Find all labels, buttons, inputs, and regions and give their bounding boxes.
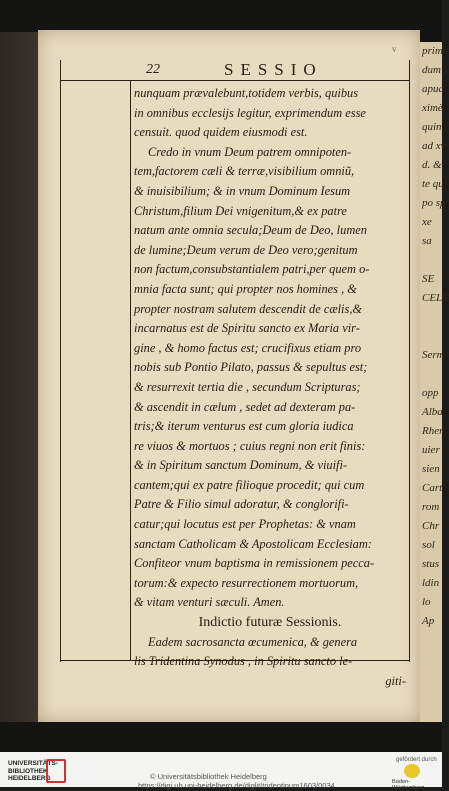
adjacent-page-fragment: Cart (422, 482, 443, 494)
adjacent-page-fragment (420, 365, 442, 384)
body-text (134, 84, 406, 691)
adjacent-page-fragment: stus (422, 558, 440, 570)
previous-page-edge (0, 32, 38, 722)
section-heading: Indictio futuræ Sessionis. (198, 615, 342, 631)
adjacent-page-fragment: opp (422, 387, 439, 399)
text-line: tem,factorem cæli & terræ,visibilium omniũ, (134, 164, 355, 179)
institution-logo-icon (46, 759, 66, 783)
adjacent-page-fragment (420, 327, 442, 346)
adjacent-page-fragment: Alba (422, 406, 443, 418)
adjacent-page-fragment: apud (422, 83, 444, 95)
text-line: & resurrexit tertia die , secundum Scripturas; (134, 379, 361, 394)
funder-logo-icon (404, 764, 420, 778)
adjacent-page-fragment: sol (422, 539, 435, 551)
adjacent-page-fragment: SE (422, 273, 435, 285)
text-line: Christum,filium Dei vnigenitum,& ex patre (134, 203, 347, 218)
adjacent-page-fragment (420, 308, 442, 327)
text-line: torum:& expecto resurrectionem mortuorum, (134, 575, 359, 590)
text-line: & vitam venturi sæculi. Amen. (134, 595, 285, 610)
funder-name: Baden-Württemberg (392, 779, 425, 791)
adjacent-page-fragment: sien (422, 463, 440, 475)
adjacent-page-fragment: ldin (422, 577, 440, 589)
text-line: cantem;qui ex patre filioque procedit; qui cum (134, 477, 365, 492)
adjacent-page-fragment: quin (422, 121, 442, 133)
adjacent-page-fragment: xe (422, 216, 432, 228)
text-line: non factum,consubstantialem patri,per quem o- (134, 262, 370, 277)
text-line: propter nostram salutem descendit de cælis,& (134, 301, 363, 316)
text-line: Confiteor vnum baptisma in remissionem pecca- (134, 556, 375, 571)
source-url[interactable]: https://digi.ub.uni-heidelberg.de/diglit/tridentinum1603/0034 (138, 781, 335, 790)
adjacent-page-fragment: po sp (422, 197, 446, 209)
adjacent-page-fragment: Chr (422, 520, 440, 532)
adjacent-page-fragment: lo (422, 596, 431, 608)
header-rule (60, 80, 410, 81)
text-line: catur;qui locutus est per Prophetas: & vnam (134, 517, 356, 532)
adjacent-page-edge (420, 42, 449, 722)
text-line: & inuisibilium; & in vnum Dominum Iesum (134, 183, 351, 198)
page-number: 22 (146, 62, 160, 77)
text-line: lis Tridentina Synodus , in Spiritu sancto le- (134, 654, 353, 669)
text-line: gine , & homo factus est; crucifixus etiam pro (134, 340, 362, 355)
text-line: mnia facta sunt; qui propter nos homines , & (134, 281, 357, 296)
adjacent-page-fragment: Serm (422, 349, 445, 361)
margin-rule (130, 80, 131, 660)
text-line: censuit. quod quidem eiusmodi est. (134, 125, 308, 140)
text-line: nunquam prævalebunt,totidem verbis, quibus (134, 86, 359, 100)
funder-label: gefördert durch (396, 757, 437, 763)
text-line: sanctam Catholicam & Apostolicam Ecclesiam: (134, 536, 372, 551)
text-line: re viuos & mortuos ; cuius regni non erit finis: (134, 438, 366, 453)
text-line: & ascendit in cælum , sedet ad dexteram pa- (134, 399, 356, 414)
copyright-text: © Universitätsbibliothek Heidelberg (150, 772, 267, 781)
adjacent-page-fragment: uier (422, 444, 440, 456)
text-line: natum ante omnia secula;Deum de Deo, lumen (134, 223, 367, 238)
adjacent-page-fragment: CELE (422, 292, 449, 304)
adjacent-page-fragment: ad xv (422, 140, 446, 152)
adjacent-page-fragment: prima (422, 45, 449, 57)
adjacent-page-fragment: sa (422, 235, 432, 247)
text-line: & in Spiritum sanctum Dominum, & viuifi- (134, 458, 348, 473)
running-head: SESSIO (224, 60, 323, 79)
adjacent-page-fragment: ximè (422, 102, 443, 114)
text-line: tris;& iterum venturus est cum gloria iudica (134, 419, 354, 434)
text-line: in omnibus ecclesijs legitur, exprimendum esse (134, 105, 366, 120)
adjacent-page-fragment: rom (422, 501, 440, 513)
text-line: incarnatus est de Spiritu sancto ex Maria vir- (134, 321, 360, 336)
text-line: nobis sub Pontio Pilato, passus & sepultus est; (134, 360, 368, 375)
institution-name: UNIVERSITÄTS- BIBLIOTHEK HEIDELBERG (8, 760, 58, 782)
text-line: Eadem sacrosancta œcumenica, & genera (148, 634, 358, 649)
signature-mark: v (392, 44, 397, 54)
text-line: Credo in vnum Deum patrem omnipoten- (148, 144, 352, 159)
catchword: giti- (385, 673, 406, 688)
adjacent-page-fragment: d. &c (422, 159, 447, 171)
adjacent-page-fragment: Rhen (422, 425, 445, 437)
text-line: de lumine;Deum verum de Deo vero;genitum (134, 242, 358, 257)
adjacent-page-fragment (420, 251, 442, 270)
adjacent-page-fragment: Ap (422, 615, 435, 627)
text-line: Patre & Filio simul adoratur, & conglorifi- (134, 497, 349, 512)
adjacent-page-fragment: te qu (422, 178, 444, 190)
adjacent-page-fragment: dum (422, 64, 441, 76)
